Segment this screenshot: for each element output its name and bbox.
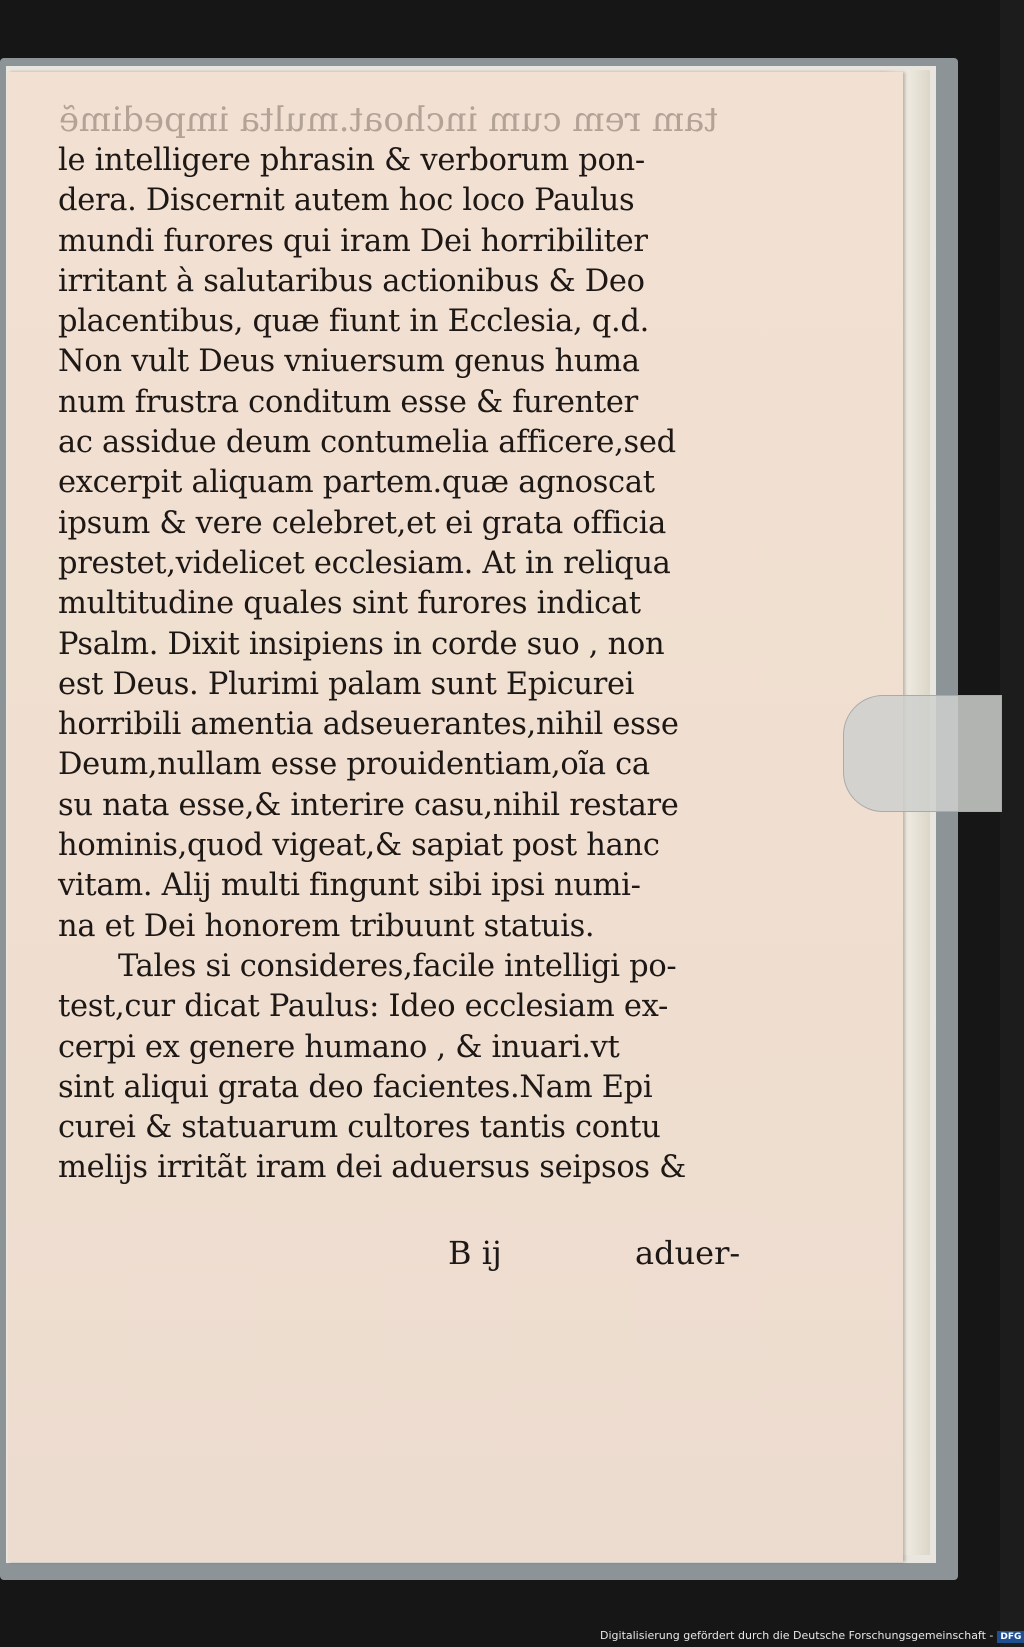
- text-line: hominis,quod vigeat,& sapiat post hanc: [58, 828, 660, 864]
- text-line: Non vult Deus vniuersum genus huma: [58, 344, 640, 380]
- text-line: Tales si consideres,facile intelligi po-: [118, 948, 677, 984]
- dfg-logo: DFG: [997, 1631, 1024, 1643]
- text-line: ipsum & vere celebret,et ei grata officia: [58, 505, 667, 541]
- text-line: placentibus, quæ fiunt in Ecclesia, q.d.: [58, 304, 650, 340]
- text-line: Deum,nullam esse prouidentiam,oĩa ca: [58, 747, 650, 783]
- text-line: na et Dei honorem tribuunt statuis.: [58, 908, 595, 944]
- text-line: su nata esse,& interire casu,nihil restare: [58, 787, 679, 823]
- text-line: cerpi ex genere humano , & inuari.vt: [58, 1029, 620, 1065]
- text-line: vitam. Alij multi fingunt sibi ipsi numi-: [58, 868, 641, 904]
- text-line: test,cur dicat Paulus: Ideo ecclesiam ex-: [58, 989, 669, 1025]
- signature-mark: B ij: [448, 1234, 502, 1272]
- footer-credit: [600, 1629, 1022, 1645]
- text-line: curei & statuarum cultores tantis contu: [58, 1110, 661, 1146]
- text-line: sint aliqui grata deo facientes.Nam Epi: [58, 1069, 653, 1105]
- text-line: num frustra conditum esse & furenter: [58, 384, 638, 420]
- text-line: ac assidue deum contumelia afficere,sed: [58, 425, 676, 461]
- text-line: mundi furores qui iram Dei horribiliter: [58, 223, 648, 259]
- text-line: Psalm. Dixit insipiens in corde suo , non: [58, 626, 665, 662]
- text-line: melijs irritãt iram dei aduersus seipsos &: [58, 1150, 687, 1186]
- signature-line: [448, 1234, 748, 1272]
- text-line: dera. Discernit autem hoc loco Paulus: [58, 183, 635, 219]
- text-line: multitudine quales sint furores indicat: [58, 586, 641, 622]
- footer-text: Digitalisierung gefördert durch die Deutsche Forschungsgemeinschaft -: [600, 1629, 994, 1642]
- text-line: irritant à salutaribus actionibus & Deo: [58, 263, 645, 299]
- text-line: le intelligere phrasin & verborum pon-: [58, 143, 645, 178]
- page-text: [58, 141, 734, 1189]
- text-line: prestet,videlicet ecclesiam. At in reliqua: [58, 545, 671, 581]
- catchword: aduer-: [635, 1234, 741, 1272]
- text-line: horribili amentia adseuerantes,nihil esse: [58, 707, 679, 743]
- text-line: est Deus. Plurimi palam sunt Epicurei: [58, 666, 635, 702]
- text-line: excerpit aliquam partem.quæ agnoscat: [58, 465, 655, 501]
- show-through-text: tam rem cum inchoat.multa impedimẽ: [58, 100, 718, 140]
- bookmark-tab: [843, 695, 1002, 812]
